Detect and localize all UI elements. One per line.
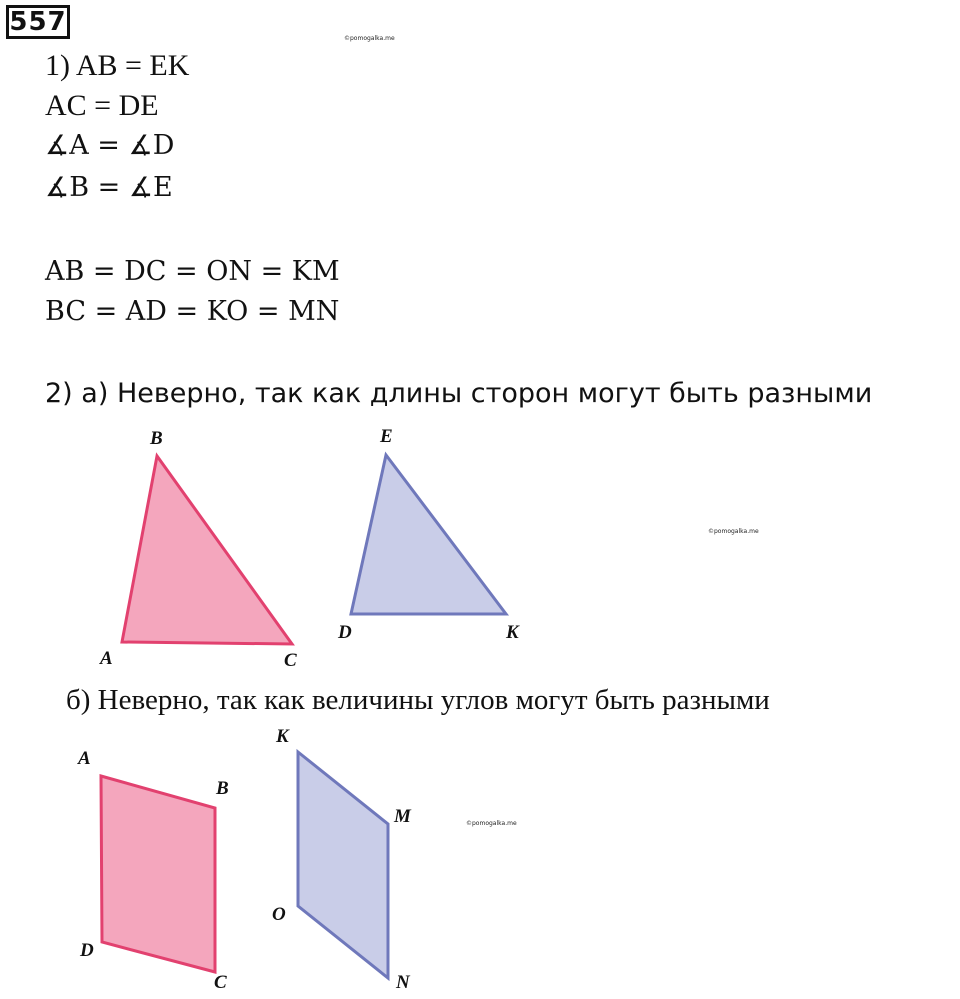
part1-line-1: 1) AB = EK <box>45 49 190 82</box>
triangle-abc <box>122 456 292 644</box>
part1-line-3: ∡A = ∡D <box>45 130 175 161</box>
part1-line-2: AC = DE <box>45 89 159 122</box>
parallelogram-abcd <box>101 776 215 972</box>
label-triangle2-e: E <box>380 426 393 447</box>
triangle-dek <box>351 455 506 614</box>
label-triangle1-a: A <box>100 648 113 669</box>
label-quad1-b: B <box>216 778 229 799</box>
part2-a-text: 2) а) Неверно, так как длины сторон могут быть разными <box>45 378 873 409</box>
label-quad1-a: A <box>78 748 91 769</box>
part1-line-4: ∡B = ∡E <box>45 172 173 203</box>
label-triangle2-k: K <box>506 622 519 643</box>
label-quad1-c: C <box>214 972 227 993</box>
part2-b-text: б) Неверно, так как величины углов могут быть разными <box>66 684 770 716</box>
label-triangle1-c: C <box>284 650 297 671</box>
parallelograms-figure <box>60 720 440 999</box>
triangles-figure <box>60 420 540 682</box>
label-quad2-o: O <box>272 904 286 925</box>
label-triangle1-b: B <box>150 428 163 449</box>
watermark: ©pomogalka.me <box>708 528 759 535</box>
label-quad1-d: D <box>80 940 94 961</box>
watermark: ©pomogalka.me <box>466 820 517 827</box>
problem-number: 557 <box>6 5 70 39</box>
label-quad2-k: K <box>276 726 289 747</box>
equality-line-2: BC = AD = KO = MN <box>45 296 340 327</box>
watermark: ©pomogalka.me <box>344 35 395 42</box>
parallelogram-kmno <box>298 752 388 978</box>
equality-line-1: AB = DC = ON = KM <box>45 256 340 287</box>
label-quad2-n: N <box>396 972 410 993</box>
label-triangle2-d: D <box>338 622 352 643</box>
label-quad2-m: M <box>394 806 411 827</box>
